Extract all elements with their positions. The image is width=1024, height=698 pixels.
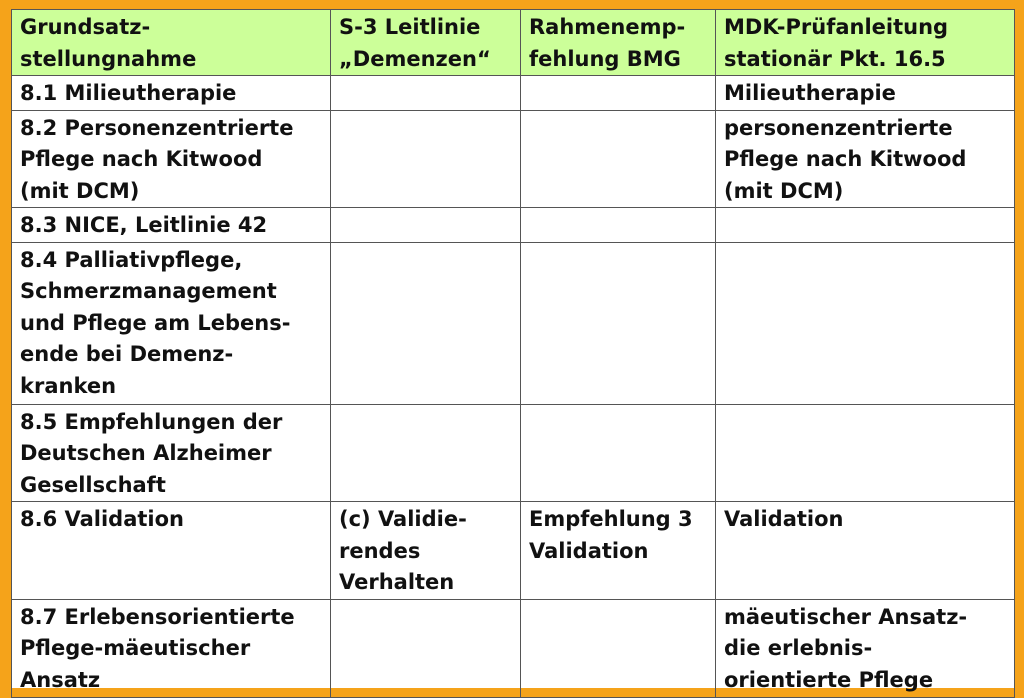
- cell-text: Empfehlung 3 Validation: [529, 507, 693, 563]
- cell-text: 8.7 Erlebensorientierte Pflege-mäeutischer Ansatz: [20, 604, 295, 692]
- cell-text: 8.5 Empfehlungen der Deutschen Alzheimer Gesellschaft: [20, 409, 283, 497]
- header-label: MDK-Prüfanleitung stationär Pkt. 16.5: [724, 15, 949, 71]
- table-cell: [331, 404, 521, 502]
- header-label: S-3 Leitlinie „Demenzen“: [339, 15, 491, 71]
- document-frame: [11, 9, 1014, 692]
- header-row: [12, 10, 1015, 76]
- table-cell: [331, 502, 521, 600]
- table-cell: [12, 242, 331, 404]
- cell-text: 8.3 NICE, Leitlinie 42: [20, 213, 268, 237]
- table-cell: [521, 208, 716, 243]
- table-cell: [12, 208, 331, 243]
- table-row: [12, 242, 1015, 404]
- cell-text: mäeutischer Ansatz- die erlebnis- orientierte Pflege: [724, 604, 968, 692]
- cell-text: 8.6 Validation: [20, 507, 185, 531]
- table-cell: [331, 76, 521, 111]
- table-cell: [716, 502, 1015, 600]
- table-cell: [521, 242, 716, 404]
- cell-text: (c) Validie- rendes Verhalten: [339, 507, 467, 594]
- header-cell-s3-leitlinie: [331, 10, 521, 76]
- header-cell-grundsatzstellungnahme: [12, 10, 331, 76]
- table-cell: [331, 242, 521, 404]
- table-cell: [716, 208, 1015, 243]
- table-row: [12, 208, 1015, 243]
- cell-text: Milieutherapie: [724, 81, 896, 105]
- table-cell: [521, 404, 716, 502]
- header-label: Grundsatz- stellungnahme: [20, 15, 197, 71]
- table-cell: [521, 110, 716, 208]
- table-cell: [12, 404, 331, 502]
- cell-text: Validation: [724, 507, 844, 531]
- cell-text: 8.4 Palliativpflege, Schmerzmanagement und Pflege am Lebens- ende bei Demenz- kranken: [20, 247, 291, 398]
- table-cell: [716, 76, 1015, 111]
- table-cell: [331, 599, 521, 697]
- table-cell: [12, 110, 331, 208]
- table-row: [12, 599, 1015, 697]
- table-cell: [521, 502, 716, 600]
- table-cell: [331, 208, 521, 243]
- header-cell-rahmenempfehlung: [521, 10, 716, 76]
- comparison-table: [11, 9, 1015, 698]
- cell-text: personenzentrierte Pflege nach Kitwood (mit DCM): [724, 115, 967, 203]
- table-row: [12, 76, 1015, 111]
- table-row: [12, 404, 1015, 502]
- table-cell: [521, 76, 716, 111]
- cell-text: 8.1 Milieutherapie: [20, 81, 237, 105]
- table-cell: [716, 599, 1015, 697]
- cell-text: 8.2 Personenzentrierte Pflege nach Kitwood (mit DCM): [20, 115, 294, 203]
- table-cell: [716, 242, 1015, 404]
- table-cell: [716, 110, 1015, 208]
- table-cell: [12, 76, 331, 111]
- table-row: [12, 110, 1015, 208]
- header-label: Rahmenemp- fehlung BMG: [529, 15, 686, 71]
- table-cell: [12, 599, 331, 697]
- table-cell: [716, 404, 1015, 502]
- table-cell: [521, 599, 716, 697]
- table-row: [12, 502, 1015, 600]
- table-cell: [331, 110, 521, 208]
- header-cell-mdk-pruefanleitung: [716, 10, 1015, 76]
- table-cell: [12, 502, 331, 600]
